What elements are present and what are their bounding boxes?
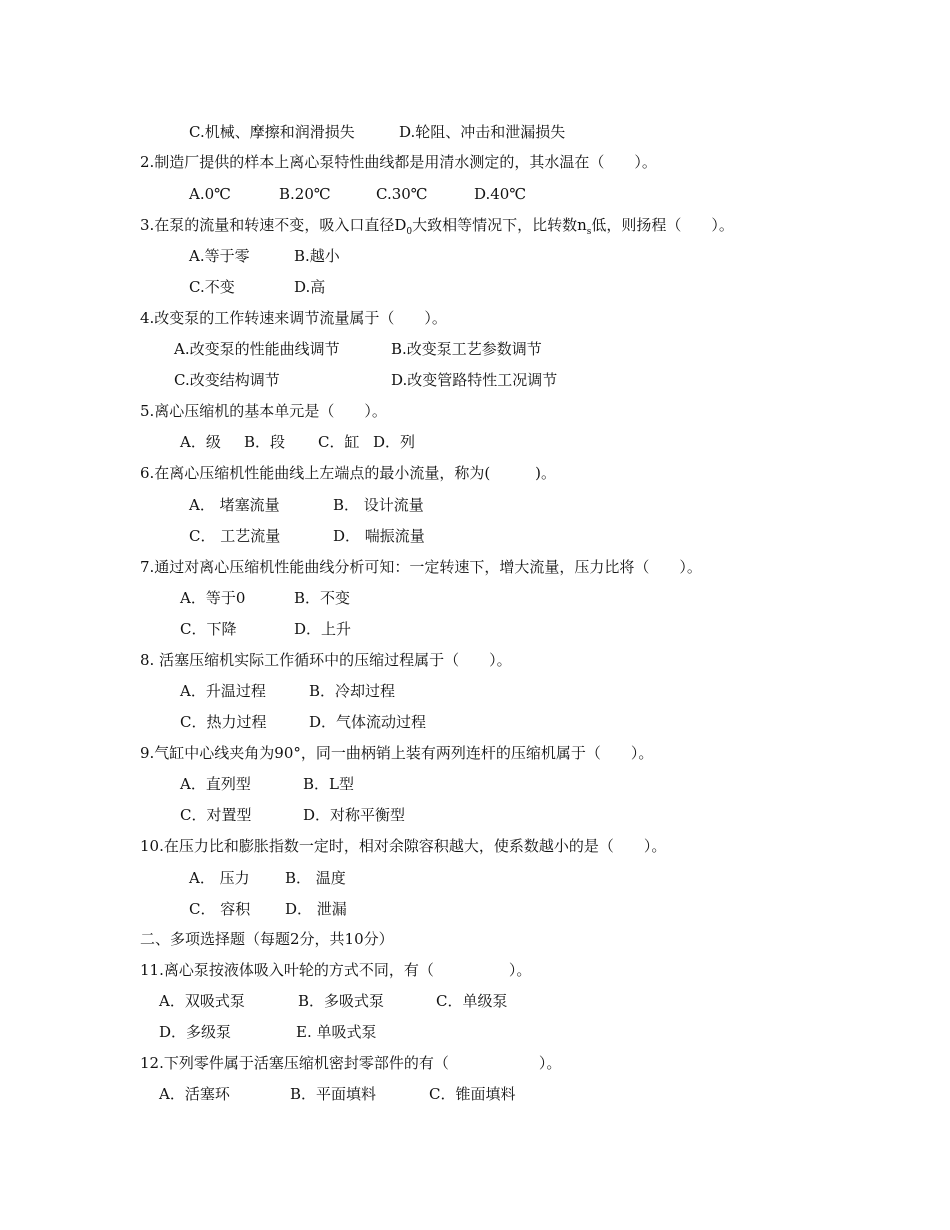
option-b: B.20℃ (279, 185, 331, 203)
question-text: 10.在压力比和膨胀指数一定时，相对余隙容积越大，使系数越小的是（ ）。 (140, 837, 667, 855)
option-d: D.改变管路特性工况调节 (391, 371, 558, 389)
option-b: B． 温度 (285, 869, 346, 887)
option-c: C.改变结构调节 (174, 371, 280, 389)
option-c: C． 容积 (189, 900, 251, 918)
option-b: B.越小 (294, 247, 340, 265)
question-text: 6.在离心压缩机性能曲线上左端点的最小流量，称为( )。 (140, 464, 557, 482)
option-a: A．等于0 (180, 589, 246, 607)
option-b: B． 设计流量 (333, 496, 424, 514)
option-a: A.0℃ (189, 185, 231, 203)
option-c: C． 工艺流量 (189, 527, 281, 545)
option-a: A．双吸式泵 (159, 992, 245, 1010)
question-text: 8. 活塞压缩机实际工作循环中的压缩过程属于（ ）。 (140, 651, 512, 669)
option-a: A．级 (180, 433, 221, 451)
option-e: E. 单吸式泵 (296, 1023, 377, 1041)
option-b: B．段 (244, 433, 286, 451)
option-b: B．L型 (303, 775, 354, 793)
option-d: D.轮阻、冲击和泄漏损失 (399, 123, 566, 141)
option-b: B．多吸式泵 (298, 992, 385, 1010)
option-c: C．锥面填料 (429, 1085, 516, 1103)
option-d: D．上升 (294, 620, 352, 638)
option-c: C.机械、摩擦和润滑损失 (189, 123, 355, 141)
option-c: C．对置型 (180, 806, 252, 824)
option-b: B．平面填料 (290, 1085, 377, 1103)
option-d: D． 泄漏 (285, 900, 347, 918)
option-d: D.高 (294, 278, 326, 296)
section-heading-multiple-choice: 二、多项选择题（每题2分，共10分） (140, 930, 394, 948)
option-c: C．单级泵 (436, 992, 508, 1010)
option-c: C．缸 (318, 433, 360, 451)
option-d: D．列 (373, 433, 416, 451)
question-text: 3.在泵的流量和转速不变，吸入口直径$D_0$大致相等情况下，比转数$n_s$低，则扬程（ ）。 (140, 216, 734, 237)
option-d: D．对称平衡型 (303, 806, 406, 824)
option-a: A.改变泵的性能曲线调节 (174, 340, 340, 358)
question-text: 12.下列零件属于活塞压缩机密封零部件的有（ ）。 (140, 1054, 562, 1072)
option-b: B．冷却过程 (309, 682, 396, 700)
question-text: 7.通过对离心压缩机性能曲线分析可知：一定转速下，增大流量，压力比将（ ）。 (140, 558, 702, 576)
option-c: C．下降 (180, 620, 237, 638)
option-b: B．不变 (294, 589, 351, 607)
option-c: C.30℃ (376, 185, 428, 203)
option-a: A．直列型 (180, 775, 251, 793)
option-a: A． 堵塞流量 (189, 496, 280, 514)
option-d: D．气体流动过程 (309, 713, 427, 731)
option-c: C．热力过程 (180, 713, 267, 731)
question-text: 4.改变泵的工作转速来调节流量属于（ ）。 (140, 309, 447, 327)
question-text: 11.离心泵按液体吸入叶轮的方式不同，有（ ）。 (140, 961, 532, 979)
option-b: B.改变泵工艺参数调节 (391, 340, 542, 358)
subscript-zero: 0 (406, 227, 413, 237)
option-c: C.不变 (189, 278, 235, 296)
option-d: D.40℃ (474, 185, 527, 203)
option-a: A.等于零 (189, 247, 250, 265)
option-a: A．活塞环 (159, 1085, 230, 1103)
option-a: A． 压力 (189, 869, 250, 887)
option-d: D． 喘振流量 (333, 527, 425, 545)
question-text: 9.气缸中心线夹角为90°，同一曲柄销上装有两列连杆的压缩机属于（ ）。 (140, 744, 654, 762)
option-d: D．多级泵 (159, 1023, 232, 1041)
question-text: 2.制造厂提供的样本上离心泵特性曲线都是用清水测定的，其水温在（ ）。 (140, 153, 657, 171)
option-a: A．升温过程 (180, 682, 266, 700)
question-text: 5.离心压缩机的基本单元是（ ）。 (140, 402, 387, 420)
subscript-s: s (586, 227, 592, 237)
